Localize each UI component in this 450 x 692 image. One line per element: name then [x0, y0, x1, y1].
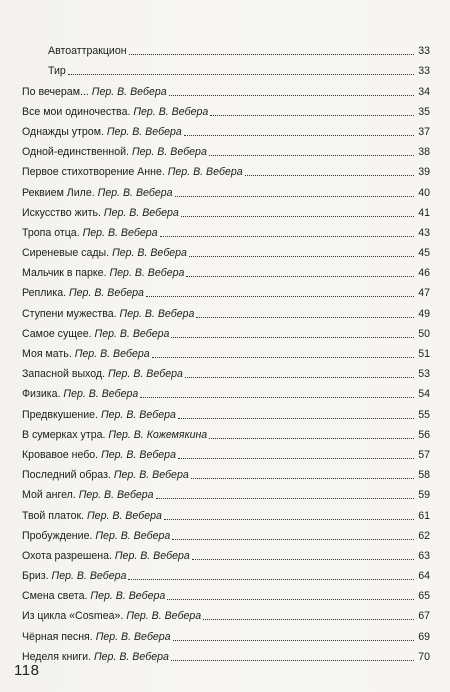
- toc-page-number: 35: [418, 105, 430, 118]
- toc-entry: [22, 343, 430, 363]
- poem-title: Однажды утром.: [22, 125, 104, 138]
- table-of-contents: [22, 40, 430, 666]
- translator-credit: Пер. В. Вебера: [103, 206, 179, 219]
- translator-credit: Пер. В. Вебера: [119, 307, 195, 320]
- translator-credit: Пер. В. Вебера: [114, 549, 190, 562]
- toc-page-number: 37: [418, 125, 430, 138]
- poem-title: Пробуждение.: [22, 529, 93, 542]
- poem-title: Физика.: [22, 388, 61, 401]
- dot-leader: [175, 196, 414, 197]
- toc-entry-title: [22, 186, 173, 202]
- toc-entry-title: [48, 44, 127, 60]
- toc-entry: [22, 605, 430, 625]
- toc-page-number: 41: [418, 206, 430, 219]
- dot-leader: [167, 599, 414, 600]
- toc-page-number: 33: [418, 45, 430, 58]
- dot-leader: [209, 155, 414, 156]
- toc-page-number: 62: [418, 529, 430, 542]
- poem-title: Последний образ.: [22, 469, 111, 482]
- toc-entry: [22, 545, 430, 565]
- toc-page-number: 47: [418, 287, 430, 300]
- toc-page-number: 54: [418, 388, 430, 401]
- dot-leader: [210, 115, 414, 116]
- dot-leader: [191, 478, 414, 479]
- toc-entry-title: [22, 569, 126, 585]
- translator-credit: Пер. В. Вебера: [133, 105, 209, 118]
- toc-page-number: 63: [418, 549, 430, 562]
- poem-title: Чёрная песня.: [22, 630, 93, 643]
- dot-leader: [156, 498, 414, 499]
- translator-credit: Пер. В. Вебера: [109, 267, 185, 280]
- dot-leader: [140, 397, 414, 398]
- translator-credit: Пер. В. Вебера: [101, 448, 176, 461]
- translator-credit: Пер. В. Вебера: [107, 368, 183, 381]
- translator-credit: Пер. В. Вебера: [113, 469, 189, 482]
- toc-entry: [22, 525, 430, 545]
- toc-entry: [22, 101, 430, 121]
- dot-leader: [192, 559, 414, 560]
- toc-entry: [22, 585, 430, 605]
- poem-title: Реплика.: [22, 287, 67, 300]
- translator-credit: Пер. В. Вебера: [87, 509, 162, 522]
- toc-entry-title: [22, 609, 201, 625]
- poem-title: Запасной выход.: [22, 368, 106, 381]
- toc-entry: [22, 383, 430, 403]
- poem-title: Моя мать.: [22, 348, 72, 360]
- translator-credit: Пер. В. Вебера: [82, 226, 158, 239]
- toc-page-number: 69: [418, 630, 430, 643]
- translator-credit: Пер. В. Вебера: [131, 146, 207, 159]
- toc-entry-title: [22, 387, 138, 403]
- translator-credit: Пер. В. Кожемякина: [108, 428, 208, 441]
- toc-entry-title: [22, 125, 182, 141]
- translator-credit: Пер. В. Вебера: [63, 388, 139, 401]
- toc-entry: [22, 625, 430, 645]
- poem-title: Реквием Лиле.: [22, 186, 95, 199]
- toc-entry: [22, 464, 430, 484]
- toc-page-number: 53: [418, 368, 430, 381]
- dot-leader: [171, 337, 414, 338]
- toc-entry: [22, 161, 430, 181]
- translator-credit: Пер. В. Вебера: [94, 327, 170, 340]
- translator-credit: Пер. В. Вебера: [90, 590, 166, 603]
- toc-entry-title: [22, 428, 207, 444]
- poem-title: Автоаттракцион: [48, 45, 127, 58]
- translator-credit: Пер. В. Вебера: [91, 85, 167, 98]
- poem-title: Сиреневые сады.: [22, 247, 110, 260]
- toc-page-number: 46: [418, 267, 430, 280]
- toc-entry: [22, 403, 430, 423]
- toc-entry-title: [22, 347, 150, 363]
- translator-credit: Пер. В. Вебера: [106, 125, 182, 138]
- toc-entry-title: [22, 549, 190, 565]
- poem-title: Мой ангел.: [22, 489, 76, 502]
- translator-credit: Пер. В. Вебера: [95, 529, 171, 542]
- translator-credit: Пер. В. Вебера: [74, 348, 150, 360]
- toc-entry-title: [22, 307, 194, 323]
- dot-leader: [68, 74, 414, 75]
- dot-leader: [172, 539, 414, 540]
- toc-page-number: 39: [418, 166, 430, 179]
- toc-entry: [22, 121, 430, 141]
- toc-entry: [22, 484, 430, 504]
- poem-title: Кровавое небо.: [22, 448, 99, 461]
- toc-entry-title: [22, 226, 158, 242]
- dot-leader: [245, 175, 414, 176]
- toc-page-number: 55: [418, 408, 430, 421]
- translator-credit: Пер. В. Вебера: [97, 186, 173, 199]
- toc-entry-title: [22, 266, 184, 282]
- dot-leader: [171, 660, 414, 661]
- toc-entry: [22, 565, 430, 585]
- toc-entry-title: [22, 105, 208, 121]
- poem-title: Мальчик в парке.: [22, 267, 107, 280]
- toc-page-number: 50: [418, 327, 430, 340]
- dot-leader: [196, 317, 414, 318]
- toc-page-number: 43: [418, 226, 430, 239]
- toc-entry-title: [22, 85, 167, 101]
- toc-entry-title: [22, 589, 165, 605]
- toc-entry: [22, 282, 430, 302]
- poem-title: В сумерках утра.: [22, 428, 106, 441]
- translator-credit: Пер. В. Вебера: [78, 489, 154, 502]
- toc-page-number: 49: [418, 307, 430, 320]
- toc-entry-title: [22, 488, 154, 504]
- poem-title: Твой платок.: [22, 509, 85, 522]
- toc-page-number: 57: [418, 448, 430, 461]
- poem-title: Самое сущее.: [22, 327, 92, 340]
- toc-page-number: 70: [418, 650, 430, 663]
- toc-entry: [22, 262, 430, 282]
- poem-title: Одной-единственной.: [22, 146, 129, 159]
- dot-leader: [160, 236, 414, 237]
- toc-entry-title: [22, 630, 171, 646]
- dot-leader: [173, 640, 414, 641]
- toc-entry: [22, 323, 430, 343]
- toc-page-number: 58: [418, 469, 430, 482]
- poem-title: Первое стихотворение Анне.: [22, 166, 165, 179]
- dot-leader: [164, 519, 414, 520]
- toc-entry-title: [22, 408, 176, 424]
- poem-title: Неделя книги.: [22, 650, 92, 663]
- dot-leader: [185, 377, 414, 378]
- toc-entry: [22, 424, 430, 444]
- toc-entry: [22, 444, 430, 464]
- toc-entry: [22, 504, 430, 524]
- toc-entry-title: [22, 206, 179, 222]
- translator-credit: Пер. В. Вебера: [167, 166, 243, 179]
- toc-page-number: 56: [418, 428, 430, 441]
- toc-page-number: 59: [418, 489, 430, 502]
- translator-credit: Пер. В. Вебера: [95, 630, 171, 643]
- toc-entry-title: [22, 367, 183, 383]
- toc-page-number: 45: [418, 247, 430, 260]
- toc-page-number: 51: [418, 348, 430, 360]
- dot-leader: [184, 135, 414, 136]
- dot-leader: [203, 619, 414, 620]
- toc-page-number: 65: [418, 590, 430, 603]
- toc-entry: [22, 181, 430, 201]
- toc-page-number: 61: [418, 509, 430, 522]
- translator-credit: Пер. В. Вебера: [100, 408, 176, 421]
- toc-entry: [22, 60, 430, 80]
- translator-credit: Пер. В. Вебера: [68, 287, 144, 300]
- poem-title: Искусство жить.: [22, 206, 101, 219]
- toc-entry-title: [22, 650, 169, 666]
- toc-entry-title: [22, 145, 207, 161]
- toc-entry-title: [22, 448, 176, 464]
- toc-page-number: 34: [418, 85, 430, 98]
- toc-entry-title: [22, 286, 144, 302]
- toc-entry: [22, 363, 430, 383]
- poem-title: Тропа отца.: [22, 226, 80, 239]
- poem-title: Предвкушение.: [22, 408, 99, 421]
- toc-entry-title: [22, 327, 169, 343]
- toc-page-number: 40: [418, 186, 430, 199]
- dot-leader: [169, 95, 414, 96]
- dot-leader: [146, 296, 414, 297]
- translator-credit: Пер. В. Вебера: [93, 650, 169, 663]
- dot-leader: [209, 438, 414, 439]
- toc-entry-title: [22, 509, 162, 525]
- dot-leader: [128, 579, 414, 580]
- toc-entry: [22, 242, 430, 262]
- poem-title: Смена света.: [22, 590, 88, 603]
- translator-credit: Пер. В. Вебера: [126, 610, 202, 623]
- dot-leader: [186, 276, 414, 277]
- toc-page-number: 33: [418, 65, 430, 78]
- toc-entry-title: [22, 165, 243, 181]
- poem-title: Охота разрешена.: [22, 549, 112, 562]
- toc-page-number: 67: [418, 610, 430, 623]
- translator-credit: Пер. В. Вебера: [51, 570, 127, 583]
- dot-leader: [189, 256, 414, 257]
- toc-entry: [22, 222, 430, 242]
- poem-title: Все мои одиночества.: [22, 105, 131, 118]
- toc-entry: [22, 80, 430, 100]
- poem-title: Ступени мужества.: [22, 307, 117, 320]
- toc-entry: [22, 40, 430, 60]
- poem-title: По вечерам...: [22, 85, 89, 98]
- poem-title: Тир: [48, 65, 66, 78]
- page-number: 118: [14, 662, 40, 679]
- toc-entry: [22, 646, 430, 666]
- poem-title: Из цикла «Cosmea».: [22, 610, 124, 623]
- dot-leader: [178, 458, 414, 459]
- toc-entry: [22, 302, 430, 322]
- dot-leader: [181, 216, 414, 217]
- dot-leader: [129, 54, 414, 55]
- toc-entry: [22, 202, 430, 222]
- toc-entry-title: [22, 468, 189, 484]
- toc-page-number: 38: [418, 146, 430, 159]
- dot-leader: [152, 357, 414, 358]
- toc-entry: [22, 141, 430, 161]
- dot-leader: [178, 418, 414, 419]
- translator-credit: Пер. В. Вебера: [112, 247, 187, 260]
- toc-page-number: 64: [418, 570, 430, 583]
- toc-entry-title: [22, 246, 187, 262]
- poem-title: Бриз.: [22, 570, 49, 583]
- toc-entry-title: [48, 64, 66, 80]
- toc-entry-title: [22, 529, 170, 545]
